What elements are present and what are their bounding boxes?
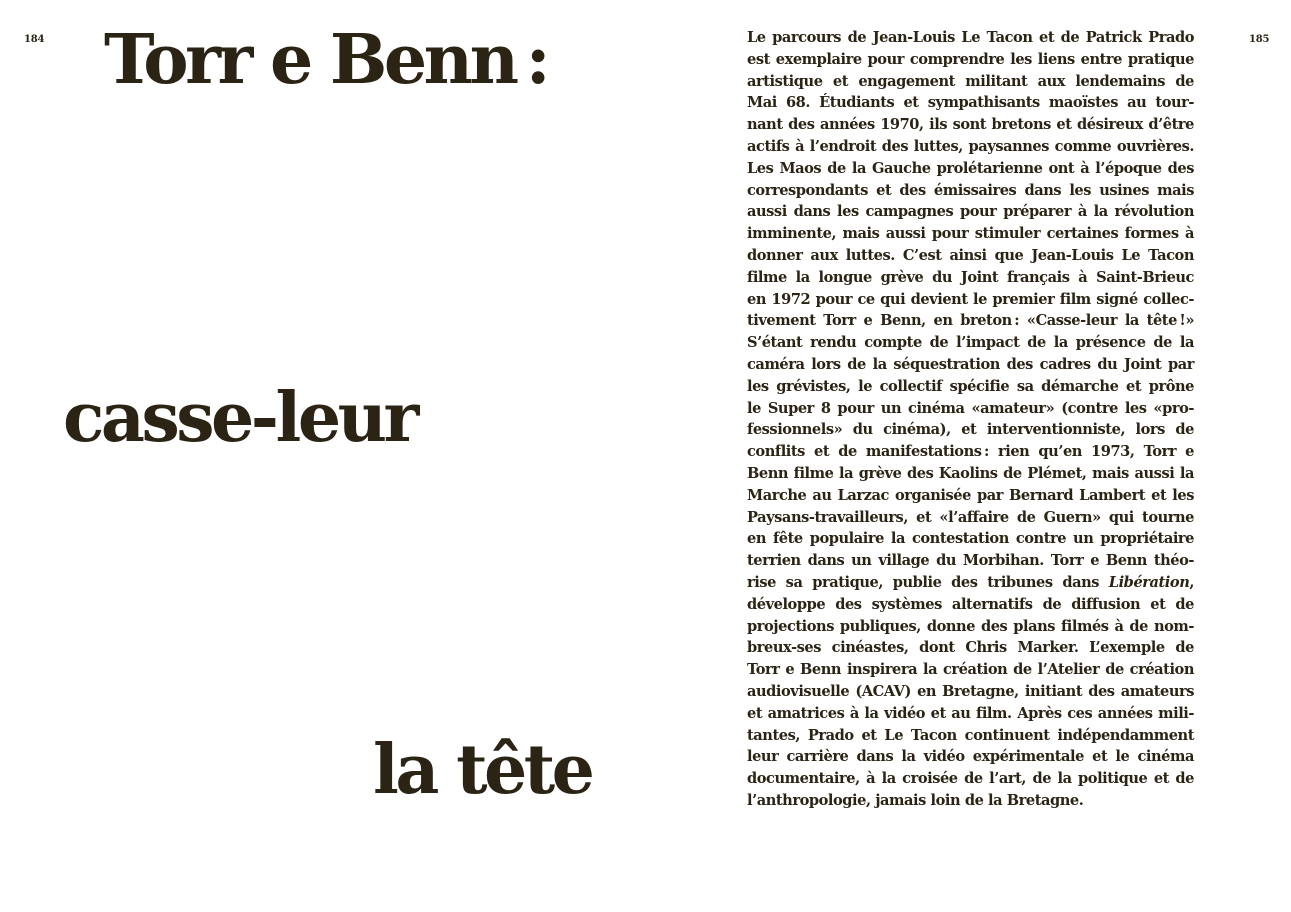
body-line: Paysans-travailleurs, et «l’affaire de Guern» qui tourne	[747, 508, 1194, 526]
body-line: tivement Torr e Benn, en breton : «Casse-leur la tête !»	[747, 312, 1194, 330]
body-line: artistique et engagement militant aux lendemains de	[747, 72, 1194, 90]
body-line: caméra lors de la séquestration des cadres du Joint par	[747, 355, 1194, 373]
body-line: Benn filme la grève des Kaolins de Plémet, mais aussi la	[747, 464, 1194, 482]
right-page-number: 185	[1249, 34, 1270, 45]
body-line: breux-ses cinéastes, dont Chris Marker. L’exemple de	[747, 639, 1194, 657]
body-line: donner aux luttes. C’est ainsi que Jean-Louis Le Tacon	[747, 246, 1194, 264]
body-line: nant des années 1970, ils sont bretons et désireux d’être	[747, 116, 1194, 134]
body-line-with-italic	[747, 572, 1194, 594]
body-line: les grévistes, le collectif spécifie sa démarche et prône	[747, 377, 1194, 395]
body-line: imminente, mais aussi pour stimuler certaines formes à	[747, 225, 1194, 243]
body-line-last: l’anthropologie, jamais loin de la Bretagne.	[747, 791, 1084, 809]
body-line-text: rise sa pratique, publie des tribunes dans	[747, 573, 1109, 591]
body-line: S’étant rendu compte de l’impact de la présence de la	[747, 334, 1194, 352]
body-line: en 1972 pour ce qui devient le premier film signé collec-	[747, 290, 1194, 308]
body-line: développe des systèmes alternatifs de diffusion et de	[747, 595, 1194, 613]
body-line: actifs à l’endroit des luttes, paysannes comme ouvrières.	[747, 137, 1194, 155]
body-line: le Super 8 pour un cinéma «amateur» (contre les «pro-	[747, 399, 1194, 417]
title-line-1: Torr e Benn :	[104, 20, 548, 100]
body-line: documentaire, à la croisée de l’art, de la politique et de	[747, 770, 1194, 788]
body-line: Le parcours de Jean-Louis Le Tacon et de Patrick Prado	[747, 29, 1194, 46]
body-line: Mai 68. Étudiants et sympathisants maoïstes au tour-	[747, 94, 1194, 112]
body-line: filme la longue grève du Joint français à Saint-Brieuc	[747, 268, 1194, 286]
body-line: conflits et de manifestations : rien qu’en 1973, Torr e	[747, 443, 1194, 461]
body-line: terrien dans un village du Morbihan. Torr e Benn théo-	[747, 552, 1194, 570]
body-line: et amatrices à la vidéo et au film. Après ces années mili-	[747, 704, 1194, 722]
body-line: tantes, Prado et Le Tacon continuent indépendamment	[747, 726, 1194, 744]
newspaper-title: Libération	[1108, 573, 1190, 591]
body-line: audiovisuelle (ACAV) en Bretagne, initiant des amateurs	[747, 682, 1194, 700]
body-line: projections publiques, donne des plans filmés à de nom-	[747, 617, 1194, 635]
left-page-number: 184	[24, 34, 45, 45]
title-line-2: casse-leur	[63, 378, 416, 458]
title-line-3: la tête	[373, 730, 592, 810]
body-line: Les Maos de la Gauche prolétarienne ont à l’époque des	[747, 159, 1194, 177]
comma: ,	[1189, 573, 1194, 591]
body-line: leur carrière dans la vidéo expérimentale et le cinéma	[747, 748, 1194, 766]
body-line: est exemplaire pour comprendre les liens entre pratique	[747, 50, 1194, 68]
body-line: fessionnels» du cinéma), et interventionniste, lors de	[747, 421, 1194, 439]
body-line: Torr e Benn inspirera la création de l’Atelier de création	[747, 661, 1194, 679]
body-text-column	[747, 27, 1194, 812]
body-line: aussi dans les campagnes pour préparer à la révolution	[747, 203, 1194, 221]
body-line: correspondants et des émissaires dans les usines mais	[747, 181, 1194, 199]
body-line: en fête populaire la contestation contre un propriétaire	[747, 530, 1194, 548]
body-line: Marche au Larzac organisée par Bernard Lambert et les	[747, 486, 1194, 504]
